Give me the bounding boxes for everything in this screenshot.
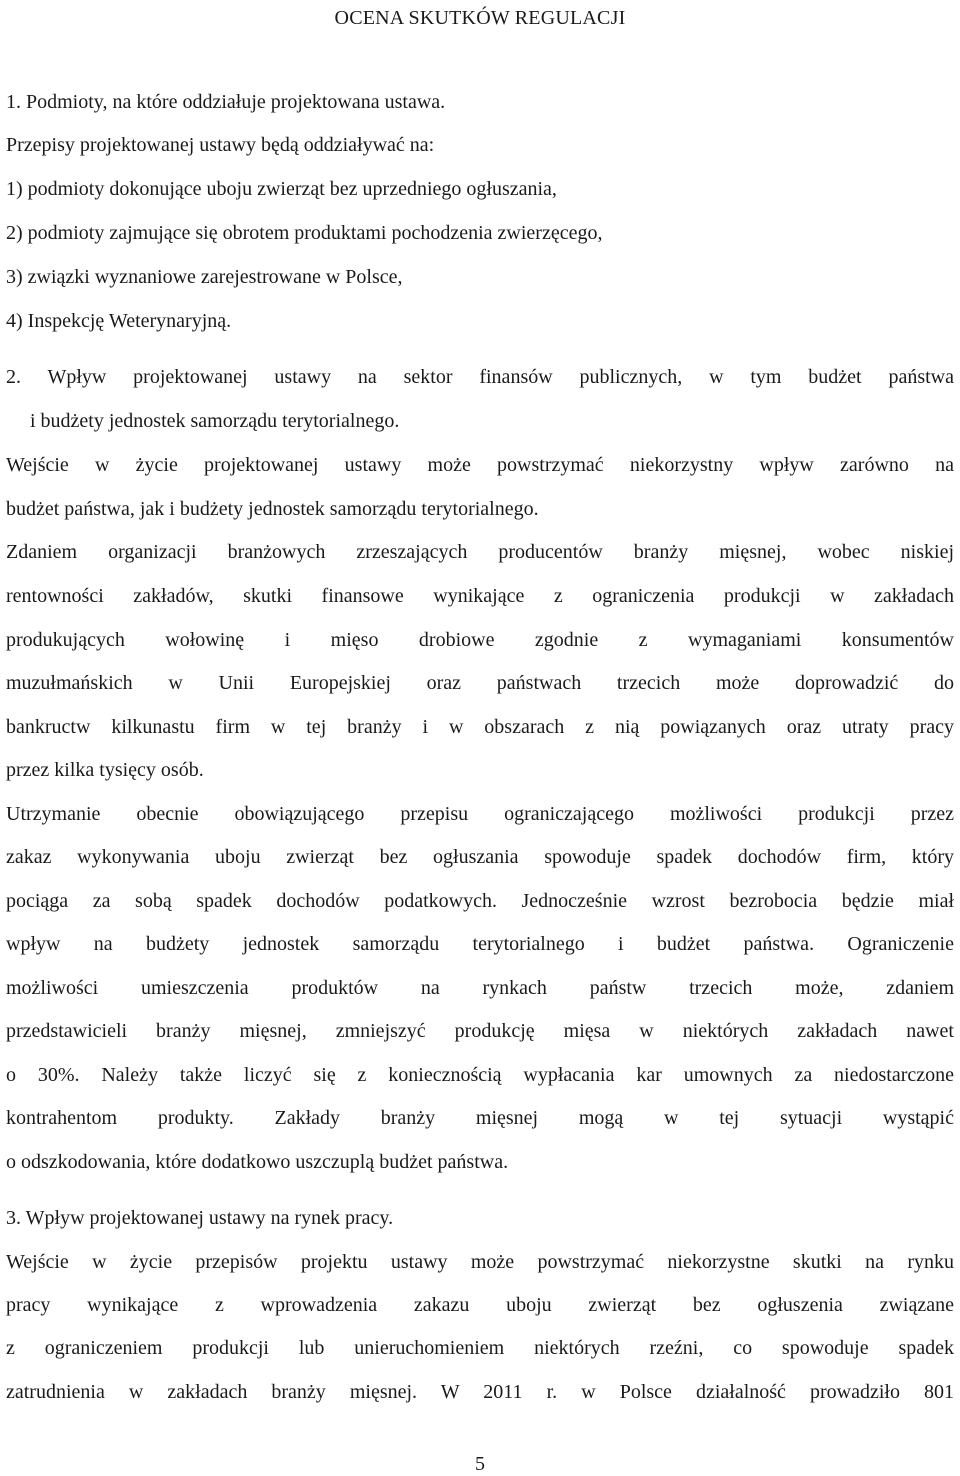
list-item: 2) podmioty zajmujące się obrotem produktami pochodzenia zwierzęcego, bbox=[6, 222, 603, 244]
paragraph-line: o odszkodowania, które dodatkowo uszczuplą budżet państwa. bbox=[6, 1151, 509, 1173]
section-2-heading-continued: i budżety jednostek samorządu terytorialnego. bbox=[30, 410, 400, 432]
paragraph-line: Utrzymanie obecnie obowiązującego przepisu ograniczającego możliwości produkcji przez bbox=[6, 803, 954, 825]
paragraph-line: o 30%. Należy także liczyć się z koniecznością wypłacania kar umownych za niedostarczone bbox=[6, 1064, 954, 1086]
section-1-heading: 1. Podmioty, na które oddziałuje projektowana ustawa. bbox=[6, 91, 446, 113]
paragraph-line: pracy wynikające z wprowadzenia zakazu uboju zwierząt bez ogłuszenia związane bbox=[6, 1294, 954, 1316]
document-title: OCENA SKUTKÓW REGULACJI bbox=[334, 7, 626, 29]
section-3-heading: 3. Wpływ projektowanej ustawy na rynek pracy. bbox=[6, 1207, 394, 1229]
paragraph-line: przez kilka tysięcy osób. bbox=[6, 759, 204, 781]
paragraph-line: budżet państwa, jak i budżety jednostek samorządu terytorialnego. bbox=[6, 498, 539, 520]
list-item: 3) związki wyznaniowe zarejestrowane w Polsce, bbox=[6, 266, 403, 288]
paragraph-line: możliwości umieszczenia produktów na rynkach państw trzecich może, zdaniem bbox=[6, 977, 954, 999]
paragraph-line: Zdaniem organizacji branżowych zrzeszających producentów branży mięsnej, wobec niskiej bbox=[6, 541, 954, 563]
paragraph-line: wpływ na budżety jednostek samorządu terytorialnego i budżet państwa. Ograniczenie bbox=[6, 933, 954, 955]
paragraph-line: Wejście w życie przepisów projektu ustawy może powstrzymać niekorzystne skutki na rynku bbox=[6, 1251, 954, 1273]
section-1-intro: Przepisy projektowanej ustawy będą oddziaływać na: bbox=[6, 134, 435, 156]
list-item: 4) Inspekcję Weterynaryjną. bbox=[6, 310, 232, 332]
paragraph-line: przedstawicieli branży mięsnej, zmniejszyć produkcję mięsa w niektórych zakładach nawet bbox=[6, 1020, 954, 1042]
page-number: 5 bbox=[475, 1453, 485, 1475]
section-2-heading: 2. Wpływ projektowanej ustawy na sektor finansów publicznych, w tym budżet państwa bbox=[6, 366, 954, 388]
paragraph-line: kontrahentom produkty. Zakłady branży mięsnej mogą w tej sytuacji wystąpić bbox=[6, 1107, 954, 1129]
paragraph-line: rentowności zakładów, skutki finansowe wynikające z ograniczenia produkcji w zakładach bbox=[6, 585, 954, 607]
list-item: 1) podmioty dokonujące uboju zwierząt bez uprzedniego ogłuszania, bbox=[6, 178, 557, 200]
paragraph-line: z ograniczeniem produkcji lub unieruchomieniem niektórych rzeźni, co spowoduje spadek bbox=[6, 1337, 954, 1359]
paragraph-line: Wejście w życie projektowanej ustawy może powstrzymać niekorzystny wpływ zarówno na bbox=[6, 454, 954, 476]
paragraph-line: bankructw kilkunastu firm w tej branży i w obszarach z nią powiązanych oraz utraty pracy bbox=[6, 716, 954, 738]
paragraph-line: muzułmańskich w Unii Europejskiej oraz państwach trzecich może doprowadzić do bbox=[6, 672, 954, 694]
paragraph-line: zakaz wykonywania uboju zwierząt bez ogłuszania spowoduje spadek dochodów firm, który bbox=[6, 846, 954, 868]
paragraph-line: produkujących wołowinę i mięso drobiowe zgodnie z wymaganiami konsumentów bbox=[6, 629, 954, 651]
paragraph-line: zatrudnienia w zakładach branży mięsnej. W 2011 r. w Polsce działalność prowadziło 801 bbox=[6, 1381, 954, 1403]
paragraph-line: pociąga za sobą spadek dochodów podatkowych. Jednocześnie wzrost bezrobocia będzie miał bbox=[6, 890, 954, 912]
